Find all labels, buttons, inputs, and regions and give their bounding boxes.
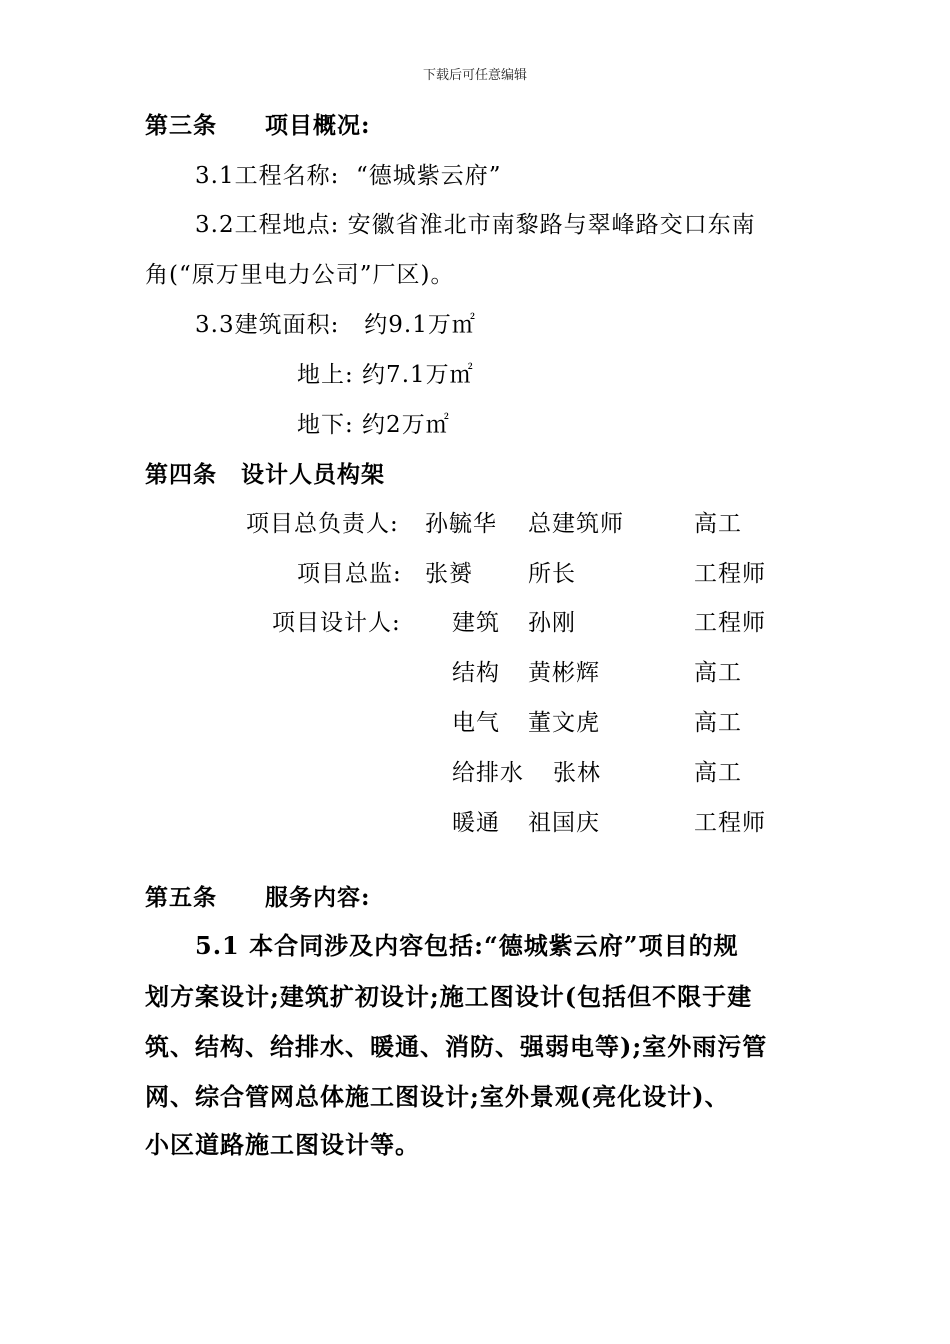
designer-name: 孙刚 (528, 610, 576, 636)
article5-line: 筑、结构、给排水、暖通、消防、强弱电等);室外雨污管 (145, 1032, 768, 1061)
designer-discipline: 暖通 (452, 810, 500, 836)
article5-line: 小区道路施工图设计等。 (145, 1130, 420, 1159)
designer-title: 高工 (694, 660, 742, 686)
item-3-1: 3.1工程名称: “德城紫云府” (195, 163, 502, 189)
designer-discipline: 给排水 (452, 760, 524, 786)
below-ground-area: 地下: 约2万㎡ (297, 412, 450, 438)
article3-heading: 第三条 项目概况: (145, 112, 371, 139)
supervisor-name: 张赟 (425, 561, 473, 587)
designer-title: 高工 (694, 760, 742, 786)
item-3-2-line1: 3.2工程地点: 安徽省淮北市南黎路与翠峰路交口东南 (195, 212, 756, 238)
item-3-2-line2: 角(“原万里电力公司”厂区)。 (145, 262, 455, 288)
designer-name: 董文虎 (528, 710, 600, 736)
header-note: 下载后可任意编辑 (422, 68, 527, 83)
designer-name: 祖国庆 (528, 810, 600, 836)
designer-name: 张林 (553, 760, 601, 786)
article5-heading: 第五条 服务内容: (145, 884, 371, 911)
chief-role: 总建筑师 (528, 511, 624, 537)
designer-discipline: 电气 (452, 710, 500, 736)
designer-name: 黄彬辉 (528, 660, 600, 686)
chief-label: 项目总负责人: (246, 511, 399, 537)
designer-title: 工程师 (694, 610, 766, 636)
article5-line: 网、综合管网总体施工图设计;室外景观(亮化设计)、 (145, 1082, 730, 1111)
article5-line: 5.1 本合同涉及内容包括:“德城紫云府”项目的规 (195, 931, 739, 960)
supervisor-title: 工程师 (694, 561, 766, 587)
designer-discipline: 建筑 (452, 610, 500, 636)
supervisor-label: 项目总监: (297, 561, 402, 587)
designer-title: 高工 (694, 710, 742, 736)
chief-title: 高工 (694, 511, 742, 537)
designer-discipline: 结构 (452, 660, 500, 686)
item-3-3: 3.3建筑面积: 约9.1万㎡ (195, 312, 476, 338)
designers-label: 项目设计人: (272, 610, 401, 636)
supervisor-role: 所长 (528, 561, 576, 587)
chief-name: 孙毓华 (425, 511, 497, 537)
article5-line: 划方案设计;建筑扩初设计;施工图设计(包括但不限于建 (145, 982, 753, 1011)
designer-title: 工程师 (694, 810, 766, 836)
article4-heading: 第四条 设计人员构架 (145, 461, 385, 488)
above-ground-area: 地上: 约7.1万㎡ (297, 362, 474, 388)
